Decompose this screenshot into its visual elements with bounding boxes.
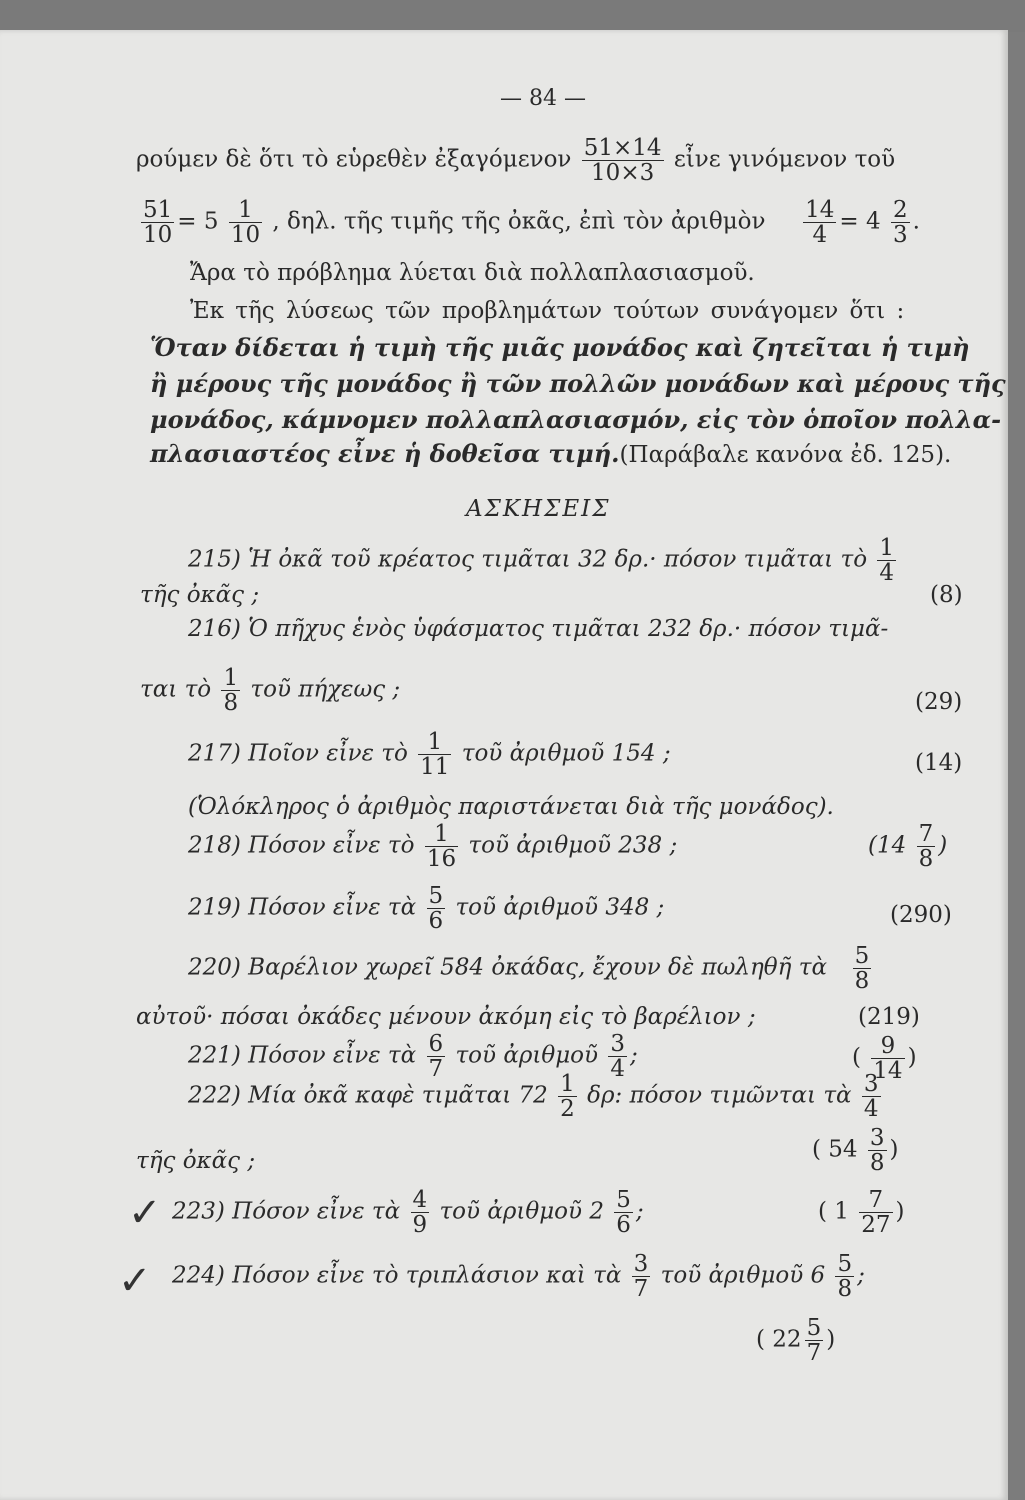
- fraction: $\frac{1}{4}$: [879, 535, 895, 587]
- fraction: $\frac{5}{8}$: [854, 943, 870, 995]
- exercise-216: 216) Ὁ πῆχυς ἑνὸς ὑφάσματος τιμᾶται 232 δρ.· πόσον τιμᾶ-: [188, 616, 889, 642]
- intro-text: , δηλ. τῆς τιμῆς τῆς ὀκᾶς, ἐπὶ τὸν ἀριθμὸν: [272, 208, 766, 235]
- exercise-219: 219) Πόσον εἶνε τὰ $\frac{5}{6}$ τοῦ ἀριθμοῦ 348 ;: [188, 883, 665, 935]
- answer-215: (8): [930, 582, 963, 608]
- rule-line-2: ἢ μέρους τῆς μονάδος ἢ τῶν πολλῶν μονάδων καὶ μέρους τῆς: [150, 369, 1006, 398]
- intro-line-4: Ἐκ τῆς λύσεως τῶν προβλημάτων τούτων συνάγομεν ὅτι :: [190, 298, 905, 324]
- exercise-218: 218) Πόσον εἶνε τὸ $\frac{1}{16}$ τοῦ ἀριθμοῦ 238 ;: [188, 821, 678, 873]
- fraction: $\frac{6}{7}$: [428, 1031, 444, 1083]
- exercise-216-cont: ται τὸ $\frac{1}{8}$ τοῦ πήχεως ;: [140, 665, 401, 717]
- book-page: [0, 30, 1008, 1500]
- handwritten-check-mark-icon: ✓: [128, 1190, 162, 1236]
- fraction: $\frac{5}{6}$: [616, 1187, 631, 1239]
- fraction: $\frac{51\times 14}{10\times 3}$: [583, 135, 662, 187]
- exercise-224: 224) Πόσον εἶνε τὸ τριπλάσιον καὶ τὰ $\frac{3}{7}$ τοῦ ἀριθμοῦ 6 $\frac{5}{8}$ ;: [172, 1251, 865, 1303]
- answer-217: (14): [915, 750, 963, 776]
- fraction: $\frac{51}{10}$: [143, 197, 173, 249]
- exercise-220: 220) Βαρέλιον χωρεῖ 584 ὀκάδας, ἔχουν δὲ πωληθῆ τὰ $\frac{5}{8}$: [188, 943, 870, 995]
- exercise-215: 215) Ἡ ὀκᾶ τοῦ κρέατος τιμᾶται 32 δρ.· πόσον τιμᾶται τὸ $\frac{1}{4}$: [188, 535, 895, 587]
- answer-216: (29): [915, 689, 963, 715]
- answer-219: (290): [890, 902, 952, 928]
- exercise-223: 223) Πόσον εἶνε τὰ $\frac{4}{9}$ τοῦ ἀριθμοῦ 2 $\frac{5}{6}$ ;: [172, 1187, 644, 1239]
- fraction: $\frac{5}{7}$: [806, 1315, 822, 1367]
- exercise-222-cont: τῆς ὀκᾶς ;: [136, 1148, 256, 1174]
- answer-224: ( 22 $\frac{5}{7}$ ): [756, 1315, 836, 1367]
- exercise-221: 221) Πόσον εἶνε τὰ $\frac{6}{7}$ τοῦ ἀριθμοῦ $\frac{3}{4}$ ;: [188, 1031, 638, 1083]
- fraction: $\frac{4}{9}$: [412, 1187, 428, 1239]
- section-heading: ΑΣΚΗΣΕΙΣ: [466, 496, 611, 522]
- fraction: $\frac{14}{4}$: [805, 197, 835, 249]
- answer-218: (14 $\frac{7}{8}$ ): [868, 821, 948, 873]
- intro-line-1: [136, 136, 895, 185]
- fraction: $\frac{7}{27}$: [861, 1187, 891, 1239]
- fraction: $\frac{3}{4}$: [610, 1031, 625, 1083]
- intro-line-3: Ἄρα τὸ πρόβλημα λύεται διὰ πολλαπλασιασμοῦ.: [190, 260, 755, 286]
- exercise-217: 217) Ποῖον εἶνε τὸ $\frac{1}{11}$ τοῦ ἀριθμοῦ 154 ;: [188, 729, 671, 781]
- answer-220: (219): [858, 1004, 920, 1030]
- rule-line-1: Ὅταν δίδεται ἡ τιμὴ τῆς μιᾶς μονάδος καὶ ζητεῖται ἡ τιμὴ: [150, 333, 970, 362]
- fraction: $\frac{1}{2}$: [560, 1071, 575, 1123]
- page-number: — 84 —: [500, 86, 586, 111]
- fraction: $\frac{3}{4}$: [863, 1071, 879, 1123]
- intro-text: ρούμεν δὲ ὅτι τὸ εὑρεθὲν ἐξαγόμενον: [136, 146, 572, 173]
- fraction: $\frac{9}{14}$: [873, 1033, 903, 1085]
- fraction: $\frac{1}{16}$: [426, 821, 457, 873]
- intro-line-2: $\frac{51}{10}$ = 5 $\frac{1}{10}$ , δηλ. τῆς τιμῆς τῆς ὀκᾶς, ἐπὶ τὸν ἀριθμὸν $\frac{14}{4}$ = 4 $\frac{2}{3}$ .: [143, 197, 920, 249]
- fraction: $\frac{5}{6}$: [428, 883, 444, 935]
- fraction: $\frac{2}{3}$: [892, 197, 908, 249]
- fraction: $\frac{5}{8}$: [837, 1251, 853, 1303]
- equals: = 5: [177, 208, 219, 235]
- fraction: $\frac{1}{8}$: [223, 665, 239, 717]
- rule-line-3: μονάδος, κάμνομεν πολλαπλασιασμόν, εἰς τὸν ὁποῖον πολλα-: [150, 405, 1002, 434]
- answer-223: ( 1 $\frac{7}{27}$ ): [818, 1187, 905, 1239]
- answer-222: ( 54 $\frac{3}{8}$ ): [812, 1125, 899, 1177]
- fraction: $\frac{3}{8}$: [869, 1125, 885, 1177]
- exercise-220-cont: αὐτοῦ· πόσαι ὀκάδες μένουν ἀκόμη εἰς τὸ βαρέλιον ;: [136, 1004, 756, 1030]
- fraction: $\frac{3}{7}$: [633, 1251, 649, 1303]
- fraction: $\frac{1}{10}$: [230, 197, 261, 249]
- scan-top-border: [0, 0, 1025, 32]
- fraction: $\frac{7}{8}$: [918, 821, 934, 873]
- note-217: (Ὁλόκληρος ὁ ἀριθμὸς παριστάνεται διὰ τῆς μονάδος).: [188, 794, 834, 820]
- answer-221: ( $\frac{9}{14}$ ): [852, 1033, 917, 1085]
- intro-text: εἶνε γινόμενον τοῦ: [673, 146, 896, 173]
- equals: = 4: [839, 208, 881, 235]
- fraction: $\frac{1}{11}$: [420, 729, 450, 781]
- exercise-222: 222) Μία ὀκᾶ καφὲ τιμᾶται 72 $\frac{1}{2}$ δρ: πόσον τιμῶνται τὰ $\frac{3}{4}$: [188, 1071, 879, 1123]
- handwritten-check-mark-icon: ✓: [118, 1258, 152, 1304]
- exercise-215-cont: τῆς ὀκᾶς ;: [140, 582, 260, 608]
- rule-line-4: πλασιαστέος εἶνε ἡ δοθεῖσα τιμή.(Παράβαλε κανόνα ἐδ. 125).: [150, 439, 952, 468]
